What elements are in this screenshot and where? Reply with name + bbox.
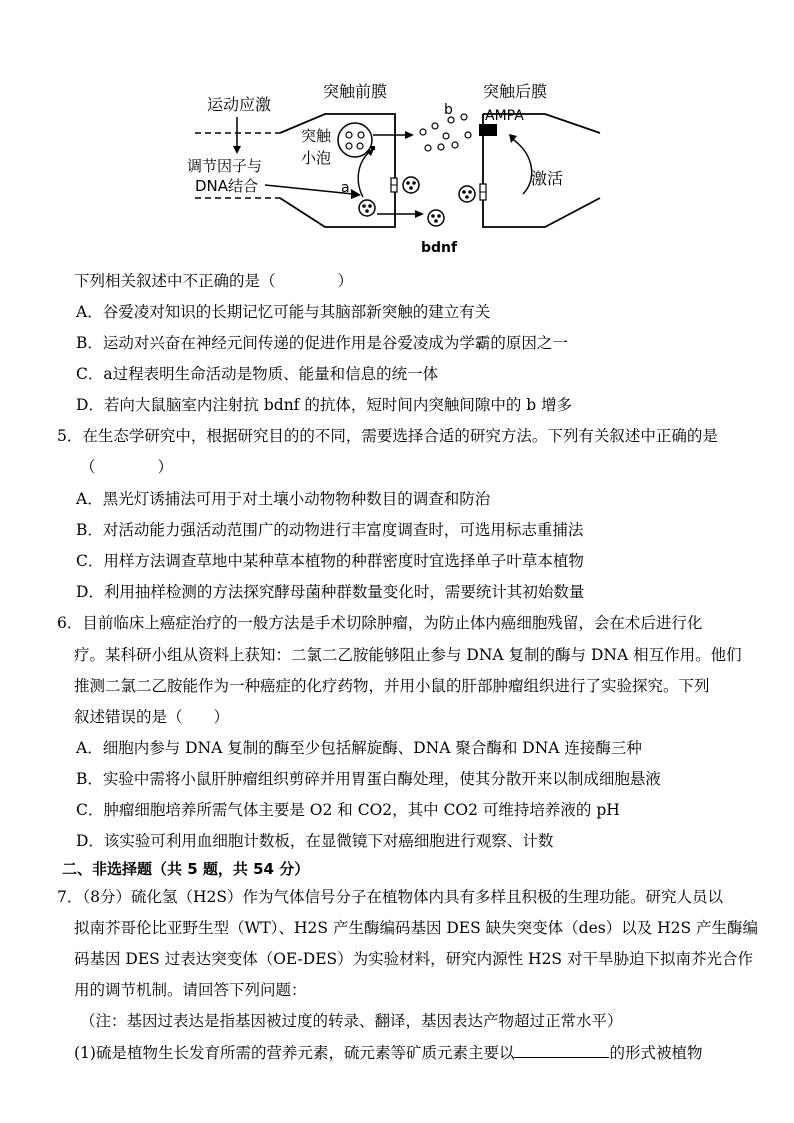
part-1-text-after: 的形式被植物 <box>609 1044 703 1062</box>
exercise-arrow-head <box>233 146 241 154</box>
question-5-option-c: C．用样方法调查草地中某种草本植物的种群密度时宜选择单子叶草本植物 <box>76 552 584 570</box>
question-7-stem-2: 拟南芥哥伦比亚野生型（WT）、H2S 产生酶编码基因 DES 缺失突变体（des）以及 H2S 产生酶编 <box>74 919 759 937</box>
question-5-bracket: （ ） <box>80 458 174 476</box>
question-4-option-a: A．谷爱凌对知识的长期记忆可能与其脑部新突触的建立有关 <box>76 303 491 321</box>
question-4-option-b: B．运动对兴奋在神经元间传递的促进作用是谷爱凌成为学霸的原因之一 <box>76 334 568 352</box>
question-5-option-a: A．黑光灯诱捕法可用于对土壤小动物物种数目的调查和防治 <box>76 490 491 508</box>
section-heading: 二、非选择题（共 5 题，共 54 分） <box>62 860 310 878</box>
label-b: b <box>444 102 453 118</box>
regulate-arrow <box>265 185 353 194</box>
bdnf-vesicle <box>359 200 375 216</box>
ampa-receptor <box>479 124 497 136</box>
question-7-stem-3: 码基因 DES 过表达突变体（OE-DES）为实验材料，研究内源性 H2S 对干旱胁迫下拟南芥光合作 <box>74 950 753 968</box>
label-pre-membrane: 突触前膜 <box>323 82 388 101</box>
question-6-option-b: B．实验中需将小鼠肝肿瘤组织剪碎并用胃蛋白酶处理，使其分散开来以制成细胞悬液 <box>76 770 661 788</box>
question-5-stem: 5．在生态学研究中，根据研究目的的不同，需要选择合适的研究方法。下列有关叙述中正确的是 <box>57 427 718 445</box>
question-7-stem-4: 用的调节机制。请回答下列问题： <box>74 981 307 999</box>
question-4-option-c: C．a过程表明生命活动是物质、能量和信息的统一体 <box>76 365 439 383</box>
release-arrow-head <box>405 131 414 139</box>
label-regulate-1: 调节因子与 <box>187 157 263 175</box>
answer-blank[interactable] <box>514 1041 609 1058</box>
bdnf-curve-arrow <box>358 152 369 197</box>
part-1-text-before: (1)硫是植物生长发育所需的营养元素，硫元素等矿质元素主要以 <box>74 1044 515 1062</box>
question-4-stem: 下列相关叙述中不正确的是（ ） <box>74 272 354 290</box>
label-a: a <box>341 180 350 196</box>
question-6-option-a: A．细胞内参与 DNA 复制的酶至少包括解旋酶、DNA 聚合酶和 DNA 连接酶三种 <box>76 739 642 757</box>
question-7-note: （注：基因过表达是指基因被过度的转录、翻译，基因表达产物超过正常水平） <box>80 1012 623 1030</box>
question-6-stem-4: 叙述错误的是（ ） <box>74 708 230 726</box>
question-6-stem-3: 推测二氯二乙胺能作为一种癌症的化疗药物，并用小鼠的肝部肿瘤组织进行了实验探究。下列 <box>74 677 710 695</box>
synapse-diagram <box>185 72 605 262</box>
label-post-membrane: 突触后膜 <box>483 82 548 101</box>
presynaptic-terminal <box>280 114 395 227</box>
question-6-stem-1: 6．目前临床上癌症治疗的一般方法是手术切除肿瘤，为防止体内癌细胞残留，会在术后进行化 <box>57 614 703 632</box>
question-6-option-c: C．肿瘤细胞培养所需气体主要是 O2 和 CO2，其中 CO2 可维持培养液的 pH <box>76 801 620 819</box>
label-vesicle-2: 小泡 <box>301 149 332 167</box>
question-6-stem-2: 疗。某科研小组从资料上获知：二氯二乙胺能够阻止参与 DNA 复制的酶与 DNA 相互作用。他们 <box>74 646 742 664</box>
label-bdnf: bdnf <box>421 240 458 256</box>
label-exercise: 运动应激 <box>207 95 272 114</box>
question-7-stem-1: 7．（8分）硫化氢（H2S）作为气体信号分子在植物体内具有多样且积极的生理功能。研究人员以 <box>57 888 723 906</box>
label-ampa: AMPA <box>485 108 524 124</box>
label-regulate-2: DNA结合 <box>195 177 259 195</box>
question-4-option-d: D．若向大鼠脑室内注射抗 bdnf 的抗体，短时间内突触间隙中的 b 增多 <box>76 396 573 414</box>
label-vesicle-1: 突触 <box>301 127 332 145</box>
question-5-option-b: B．对活动能力强活动范围广的动物进行丰富度调查时，可选用标志重捕法 <box>76 521 584 539</box>
question-5-option-d: D．利用抽样检测的方法探究酵母菌种群数量变化时，需要统计其初始数量 <box>76 583 585 601</box>
question-7-part-1 <box>74 1041 702 1064</box>
question-6-option-d: D．该实验可利用血细胞计数板，在显微镜下对癌细胞进行观察、计数 <box>76 832 554 850</box>
activate-arrow <box>511 138 532 194</box>
label-activate: 激活 <box>531 169 564 188</box>
